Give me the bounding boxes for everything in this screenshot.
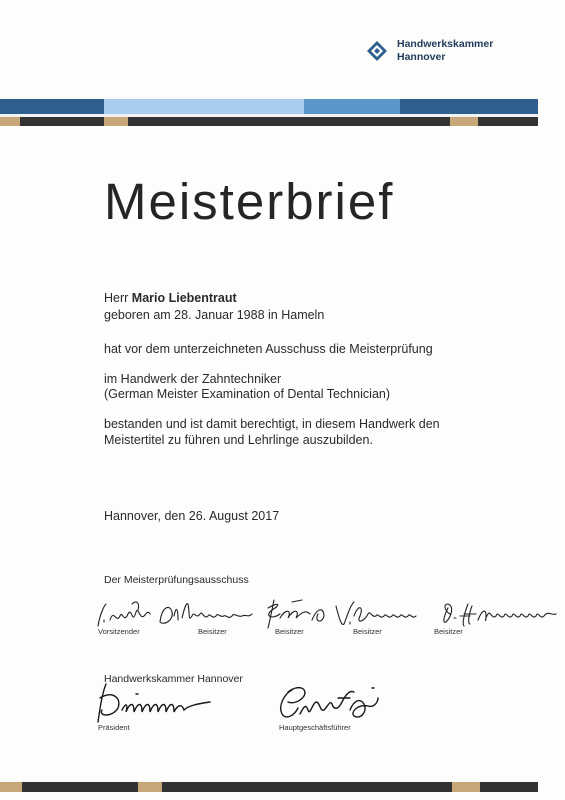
recipient-name: Mario Liebentraut — [131, 291, 237, 305]
footer-stripe — [0, 782, 538, 792]
role-president: Präsident — [98, 723, 130, 732]
signature-chairman — [98, 602, 150, 626]
birth-line: geboren am 28. Januar 1988 in Hameln — [104, 308, 325, 322]
exam-line: hat vor dem unterzeichneten Ausschuss die Meisterprüfung — [104, 342, 433, 356]
chamber-heading: Handwerkskammer Hannover — [104, 673, 243, 685]
recipient-line — [104, 290, 237, 307]
trade-line-english: (German Meister Examination of Dental Technician) — [104, 387, 391, 401]
signature-member-4 — [444, 604, 556, 626]
trade-line: im Handwerk der Zahntechniker — [104, 372, 282, 386]
role-chairman: Vorsitzender — [98, 627, 140, 636]
signature-member-1 — [160, 604, 252, 624]
place-date: Hannover, den 26. August 2017 — [104, 509, 280, 523]
role-member-2: Beisitzer — [275, 627, 304, 636]
document-title: Meisterbrief — [104, 173, 395, 230]
role-member-1: Beisitzer — [198, 627, 227, 636]
header-stripe — [0, 99, 538, 126]
logo-name: Handwerkskammer — [397, 38, 494, 50]
signature-member-3 — [336, 602, 416, 624]
signature-president — [98, 684, 210, 722]
signature-member-2 — [268, 600, 324, 628]
committee-heading: Der Meisterprüfungsausschuss — [104, 574, 249, 586]
logo-city: Hannover — [397, 51, 446, 63]
passed-line-2: Meistertitel zu führen und Lehrlinge auszubilden. — [104, 433, 373, 447]
chamber-logo — [366, 38, 546, 66]
role-member-4: Beisitzer — [434, 627, 463, 636]
role-member-3: Beisitzer — [353, 627, 382, 636]
cube-logo-icon — [366, 40, 388, 62]
role-managing-director: Hauptgeschäftsführer — [279, 723, 351, 732]
committee-signatures — [92, 596, 562, 636]
salutation: Herr — [104, 291, 129, 305]
passed-line-1: bestanden und ist damit berechtigt, in diesem Handwerk den — [104, 417, 440, 431]
signature-managing-director — [281, 688, 378, 717]
